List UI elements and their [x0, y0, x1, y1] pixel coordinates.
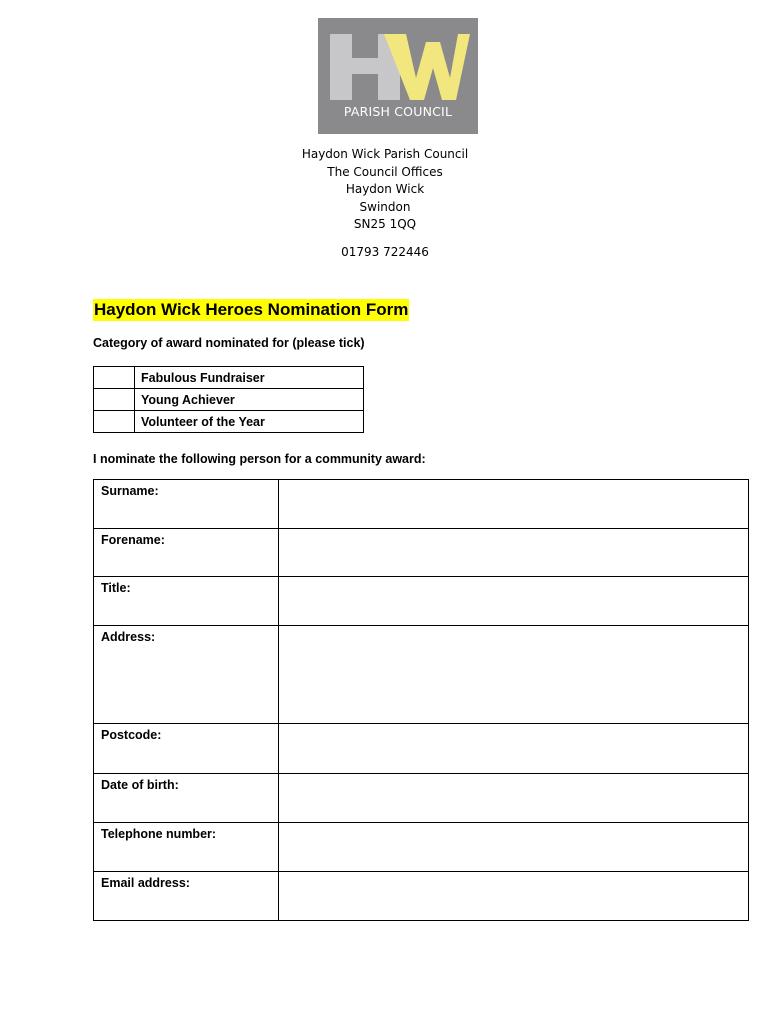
table-row [94, 823, 749, 872]
nominate-label: I nominate the following person for a community award: [93, 452, 426, 466]
field-label: Surname: [94, 480, 279, 529]
field-label: Address: [94, 626, 279, 724]
tick-box-volunteer-of-the-year[interactable] [94, 411, 135, 433]
address-line: Haydon Wick Parish Council [301, 147, 469, 161]
tick-box-young-achiever[interactable] [94, 389, 135, 411]
forename-field[interactable] [279, 529, 749, 577]
table-row [94, 724, 749, 774]
category-label-text: Volunteer of the Year [135, 411, 364, 433]
council-address [0, 146, 770, 261]
council-phone: 01793 722446 [341, 244, 429, 259]
address-line: Swindon [359, 199, 411, 214]
address-line: SN25 1QQ [353, 217, 417, 231]
parish-council-logo [318, 18, 478, 134]
address-line: The Council Offices [327, 164, 443, 179]
category-label: Category of award nominated for (please tick) [93, 336, 365, 350]
table-row [94, 577, 749, 626]
field-label: Date of birth: [94, 774, 279, 823]
date-of-birth-field[interactable] [279, 774, 749, 823]
field-label: Postcode: [94, 724, 279, 774]
table-row [94, 480, 749, 529]
logo-text: PARISH COUNCIL [343, 104, 453, 119]
surname-field[interactable] [279, 480, 749, 529]
postcode-field[interactable] [279, 724, 749, 774]
category-label-text: Fabulous Fundraiser [135, 367, 364, 389]
award-category-table [93, 366, 364, 433]
title-field[interactable] [279, 577, 749, 626]
table-row [94, 529, 749, 577]
tick-box-fabulous-fundraiser[interactable] [94, 367, 135, 389]
address-line: Haydon Wick [345, 182, 425, 196]
field-label: Telephone number: [94, 823, 279, 872]
table-row [94, 872, 749, 921]
form-title: Haydon Wick Heroes Nomination Form [94, 300, 409, 319]
email-field[interactable] [279, 872, 749, 921]
category-label-text: Young Achiever [135, 389, 364, 411]
field-label: Email address: [94, 872, 279, 921]
category-row [94, 389, 364, 411]
field-label: Title: [94, 577, 279, 626]
address-field[interactable] [279, 626, 749, 724]
category-row [94, 411, 364, 433]
telephone-field[interactable] [279, 823, 749, 872]
field-label: Forename: [94, 529, 279, 577]
category-row [94, 367, 364, 389]
table-row [94, 626, 749, 724]
table-row [94, 774, 749, 823]
nominee-details-table [93, 479, 749, 921]
